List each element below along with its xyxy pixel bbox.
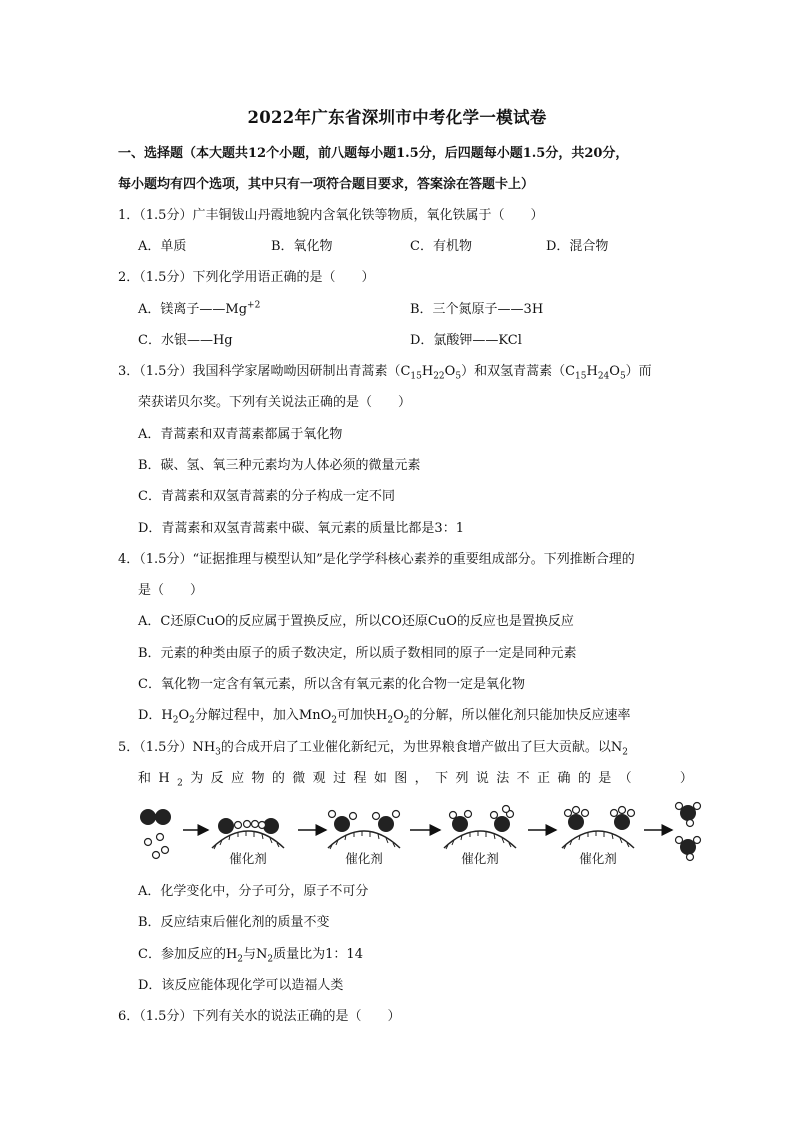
q3-formula1-h: 22	[433, 371, 445, 382]
q4-d-part6: 的分解，所以催化剂只能加快反应速率	[409, 708, 631, 723]
stage-2-adsorption	[212, 818, 284, 866]
catalyst-label-3: 催化剂	[461, 851, 499, 866]
q4-d-sub4: 2	[387, 715, 394, 726]
q5-option-d: D．该反应能体现化学可以造福人类	[138, 978, 344, 993]
q1-option-c: C．有机物	[410, 239, 472, 254]
q4-option-d	[138, 707, 630, 725]
q4-d-sub5: 2	[403, 715, 410, 726]
q4-d-part1: D．H	[138, 708, 173, 723]
q5-stem2-sub: 2	[177, 778, 191, 789]
q5-c-pre: C．参加反应的H	[138, 947, 238, 962]
q3-stem-post: ）而	[625, 364, 652, 379]
q3-stem-mid: ）和双氢青蒿素（C	[461, 364, 576, 379]
q2-stem: 2．（1.5分）下列化学用语正确的是（ ）	[118, 270, 375, 285]
q5-c-mid: 与N	[243, 947, 268, 962]
q2-option-b: B．三个氮原子——3H	[410, 302, 544, 317]
q5-stem1-post: 的合成开启了工业催化新纪元，为世界粮食增产做出了巨大贡献。以N	[220, 740, 623, 755]
q3-h2: H	[586, 364, 598, 379]
q3-formula1-o: 5	[455, 371, 462, 382]
q6-stem: 6．（1.5分）下列有关水的说法正确的是（ ）	[118, 1009, 401, 1024]
q3-formula1-c: 15	[410, 371, 422, 382]
q5-c-sub1: 2	[237, 954, 244, 965]
q1-stem: 1．（1.5分）广丰铜钹山丹霞地貌内含氧化铁等物质，氧化铁属于（ ）	[118, 208, 544, 223]
q5-stem-line1	[118, 739, 628, 757]
q5-stem1-sub: 3	[215, 747, 221, 758]
stage-5-ammonia-on-catalyst	[562, 807, 635, 867]
q3-o1: O	[444, 364, 456, 379]
q3-stem-line2: 荣获诺贝尔奖。下列有关说法正确的是（ ）	[138, 395, 412, 410]
section-heading-line2: 每小题均有四个选项，其中只有一项符合题目要求，答案涂在答题卡上）	[118, 177, 535, 192]
q4-d-part2: O	[178, 708, 190, 723]
stage-6-products	[676, 803, 701, 861]
q2-option-d: D．氯酸钾——KCl	[410, 333, 522, 348]
q4-option-a: A．C还原CuO的反应属于置换反应，所以CO还原CuO的反应也是置换反应	[138, 614, 574, 629]
q3-formula2-h: 24	[597, 371, 610, 382]
q4-stem-line2: 是（ ）	[138, 583, 204, 598]
q4-option-b: B．元素的种类由原子的质子数决定，所以质子数相同的原子一定是同种元素	[138, 646, 577, 661]
reaction-diagram	[138, 800, 708, 870]
q1-option-b: B．氧化物	[271, 239, 333, 254]
section-heading-line1: 一、选择题（本大题共12个小题，前八题每小题1.5分，后四题每小题1.5分，共20分，	[118, 146, 629, 161]
q3-h1: H	[421, 364, 434, 379]
q2-option-a-charge: +2	[247, 300, 261, 311]
q3-formula2-c: 15	[575, 371, 587, 382]
stage-3-dissociation	[328, 811, 400, 867]
q3-o2: O	[609, 364, 620, 379]
q2-option-a	[138, 301, 260, 319]
q2-option-a-text: A．镁离子——Mg	[138, 302, 248, 317]
q5-stem1-n2-sub: 2	[622, 747, 629, 758]
q3-option-b: B．碳、氢、氧三种元素均为人体必须的微量元素	[138, 458, 421, 473]
q3-option-c: C．青蒿素和双氢青蒿素的分子构成一定不同	[138, 489, 395, 504]
q3-option-a: A．青蒿素和双青蒿素都属于氧化物	[138, 427, 343, 442]
q5-stem2-pre: 和H	[138, 771, 178, 786]
q4-d-part5: O	[393, 708, 404, 723]
q4-stem-line1: 4．（1.5分）“证据推理与模型认知”是化学学科核心素养的重要组成部分。下列推断合理的	[118, 552, 635, 567]
catalyst-label-1: 催化剂	[229, 851, 267, 866]
q4-d-part4: 可加快H	[336, 708, 388, 723]
q3-stem-text: 3．（1.5分）我国科学家屠呦呦因研制出青蒿素（C	[118, 364, 411, 379]
q5-stem1-pre: 5．（1.5分）NH	[118, 740, 216, 755]
q5-stem2-post: 为反应物的微观过程如图，下列说法不正确的是（ ）	[190, 771, 701, 786]
page-title: 2022年广东省深圳市中考化学一模试卷	[247, 108, 547, 127]
stage-1-reactants	[140, 809, 171, 859]
catalyst-label-4: 催化剂	[579, 851, 617, 866]
q5-option-a: A．化学变化中，分子可分，原子不可分	[138, 884, 369, 899]
q1-option-d: D．混合物	[546, 239, 609, 254]
q1-option-a: A．单质	[138, 239, 187, 254]
catalyst-label-2: 催化剂	[345, 851, 383, 866]
q5-c-sub2: 2	[267, 954, 274, 965]
q2-option-c: C．水银——Hg	[138, 333, 233, 348]
q5-stem-line2	[138, 770, 700, 788]
q3-stem-line1	[118, 363, 652, 381]
q5-option-c	[138, 946, 363, 964]
q4-option-c: C．氧化物一定含有氧元素，所以含有氧元素的化合物一定是氧化物	[138, 677, 525, 692]
q4-d-sub2: 2	[189, 715, 195, 726]
q4-d-sub3: 2	[331, 715, 337, 726]
q3-formula2-o: 5	[619, 371, 626, 382]
q5-c-post: 质量比为1：14	[273, 947, 363, 962]
q4-d-sub1: 2	[172, 715, 179, 726]
q4-d-part3: 分解过程中，加入MnO	[194, 708, 332, 723]
q5-option-b: B．反应结束后催化剂的质量不变	[138, 915, 330, 930]
q3-option-d: D．青蒿素和双氢青蒿素中碳、氧元素的质量比都是3：1	[138, 521, 464, 536]
stage-4-bonding	[444, 806, 516, 867]
